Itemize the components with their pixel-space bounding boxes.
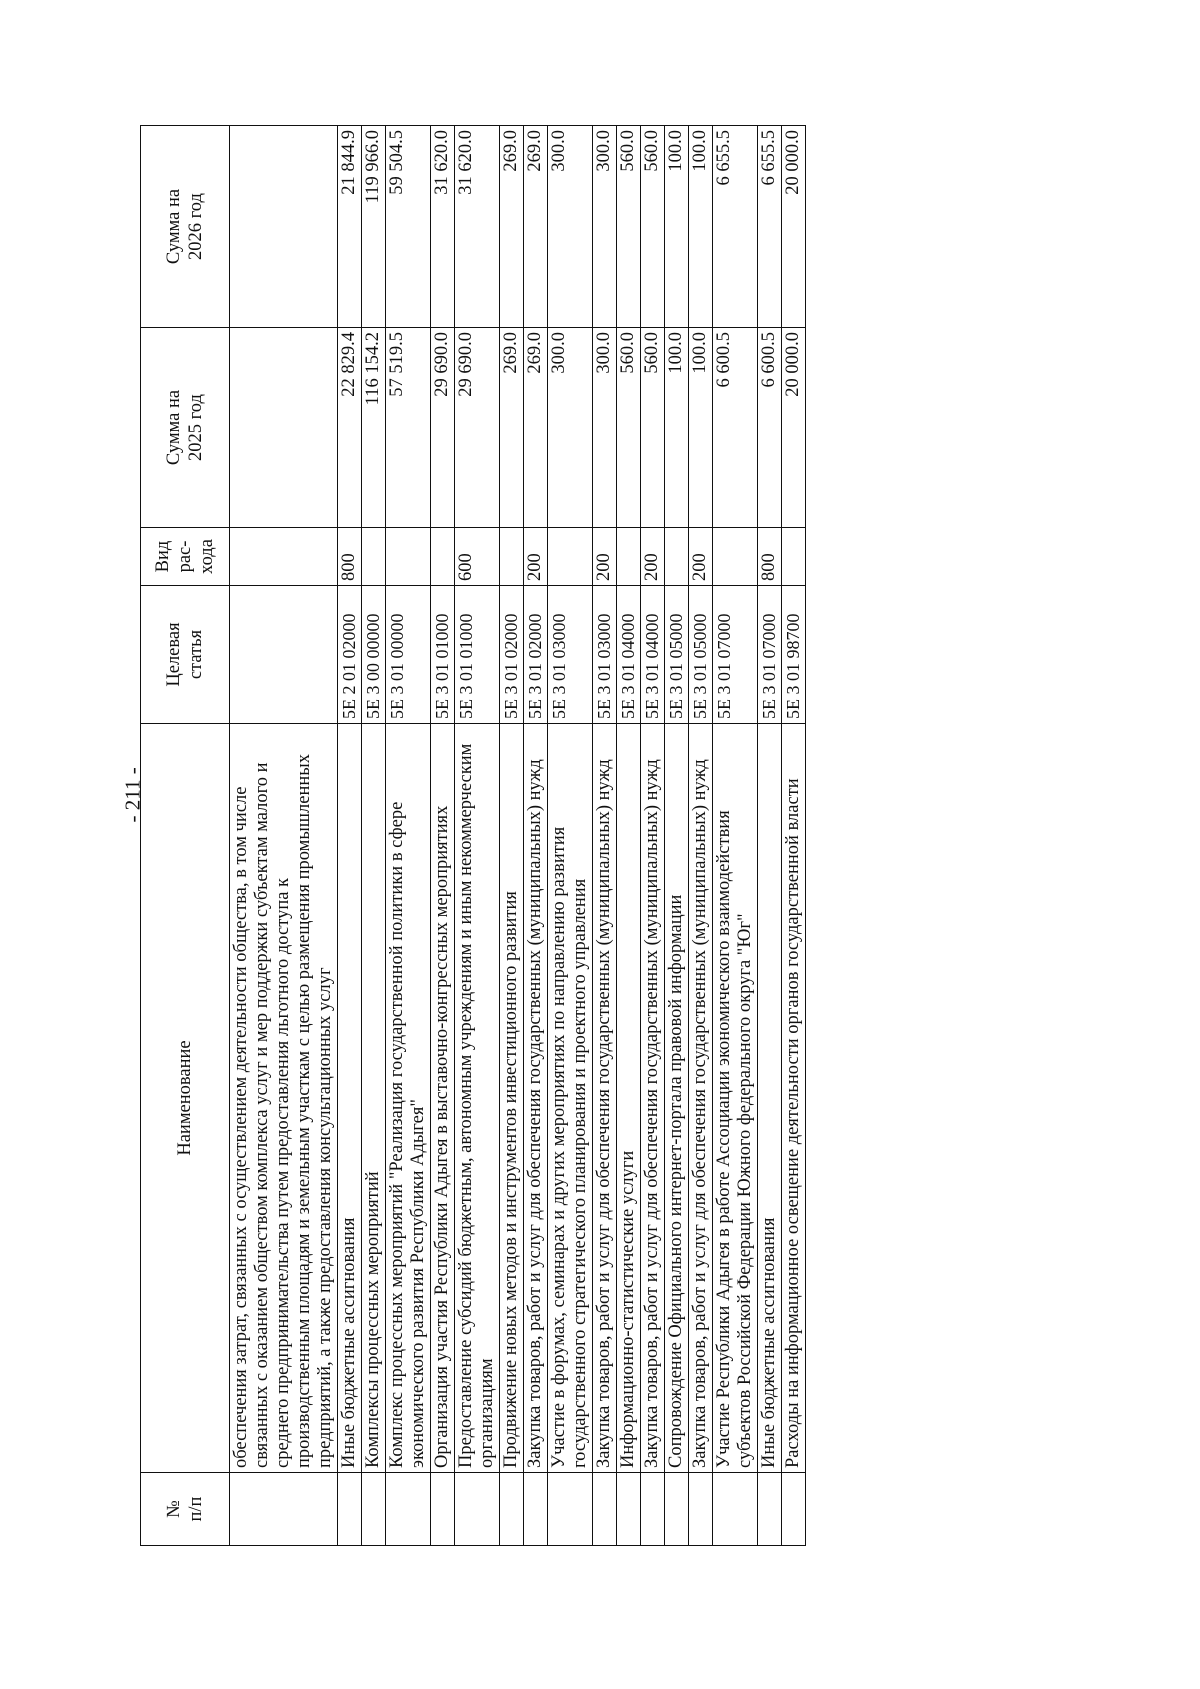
cell-num <box>689 1473 713 1546</box>
cell-num <box>500 1473 524 1546</box>
header-sum2025: Сумма на 2025 год <box>141 328 230 528</box>
cell-sum2025: 57 519.5 <box>386 328 431 528</box>
cell-target: 5Е 3 01 07000 <box>758 586 782 724</box>
cell-sum2026: 31 620.0 <box>455 126 500 328</box>
table-row <box>782 126 806 1546</box>
cell-target: 5Е 3 01 02000 <box>500 586 524 724</box>
cell-sum2026: 6 655.5 <box>713 126 758 328</box>
cell-target: 5Е 3 00 00000 <box>362 586 386 724</box>
cell-sum2026: 269.0 <box>524 126 548 328</box>
cell-name: Комплекс процессных мероприятий "Реализация государственной политики в сфере экономического развития Республики Адыгея" <box>386 724 431 1473</box>
table-header-row <box>141 126 230 1546</box>
cell-sum2026: 6 655.5 <box>758 126 782 328</box>
cell-name: Комплексы процессных мероприятий <box>362 724 386 1473</box>
cell-target: 5Е 3 01 98700 <box>782 586 806 724</box>
cell-sum2025: 6 600.5 <box>758 328 782 528</box>
cell-sum2025: 269.0 <box>524 328 548 528</box>
cell-sum2025: 300.0 <box>593 328 617 528</box>
cell-expense <box>230 528 338 586</box>
table-row <box>713 126 758 1546</box>
cell-sum2025: 22 829.4 <box>338 328 362 528</box>
cell-target: 5Е 3 01 04000 <box>641 586 665 724</box>
cell-sum2026: 300.0 <box>593 126 617 328</box>
table-row <box>386 126 431 1546</box>
cell-target: 5Е 3 01 05000 <box>689 586 713 724</box>
cell-name: Предоставление субсидий бюджетным, автономным учреждениям и иным некоммерческим организациям <box>455 724 500 1473</box>
cell-num <box>665 1473 689 1546</box>
cell-name: Информационно-статистические услуги <box>617 724 641 1473</box>
cell-expense: 800 <box>758 528 782 586</box>
cell-target: 5Е 2 01 02000 <box>338 586 362 724</box>
cell-num <box>455 1473 500 1546</box>
cell-expense: 800 <box>338 528 362 586</box>
table-row <box>230 126 338 1546</box>
cell-sum2025: 116 154.2 <box>362 328 386 528</box>
cell-target <box>230 586 338 724</box>
table-row <box>641 126 665 1546</box>
cell-name: Иные бюджетные ассигнования <box>758 724 782 1473</box>
cell-sum2026: 100.0 <box>665 126 689 328</box>
cell-expense <box>362 528 386 586</box>
cell-sum2026: 269.0 <box>500 126 524 328</box>
cell-name: Иные бюджетные ассигнования <box>338 724 362 1473</box>
cell-name: Закупка товаров, работ и услуг для обеспечения государственных (муниципальных) нужд <box>524 724 548 1473</box>
cell-num <box>617 1473 641 1546</box>
cell-name: Продвижение новых методов и инструментов инвестиционного развития <box>500 724 524 1473</box>
cell-sum2025: 29 690.0 <box>431 328 455 528</box>
cell-name: Расходы на информационное освещение деятельности органов государственной власти <box>782 724 806 1473</box>
cell-sum2025: 100.0 <box>665 328 689 528</box>
cell-expense: 200 <box>593 528 617 586</box>
cell-expense <box>665 528 689 586</box>
cell-sum2025: 269.0 <box>500 328 524 528</box>
budget-table-container <box>140 126 1070 1546</box>
cell-expense <box>617 528 641 586</box>
cell-num <box>782 1473 806 1546</box>
cell-sum2025: 100.0 <box>689 328 713 528</box>
table-row <box>500 126 524 1546</box>
cell-expense: 200 <box>641 528 665 586</box>
cell-sum2025: 29 690.0 <box>455 328 500 528</box>
cell-sum2026 <box>230 126 338 328</box>
cell-expense <box>548 528 593 586</box>
cell-name: Участие Республики Адыгея в работе Ассоциации экономического взаимодействия субъектов Российской Федерации Южного федерального округа "Юг" <box>713 724 758 1473</box>
table-row <box>593 126 617 1546</box>
cell-name: обеспечения затрат, связанных с осуществлением деятельности общества, в том числе связанных с оказанием обществом комплекса услуг и мер поддержки субъектам малого и среднего предпринимательства путем предоставления льготного доступа к производственным площадям и земельным участкам с целью размещения промышленных предприятий, а также предоставления консультационных услуг <box>230 724 338 1473</box>
cell-target: 5Е 3 01 05000 <box>665 586 689 724</box>
cell-target: 5Е 3 01 07000 <box>713 586 758 724</box>
header-target: Целевая статья <box>141 586 230 724</box>
cell-target: 5Е 3 01 02000 <box>524 586 548 724</box>
cell-sum2026: 560.0 <box>641 126 665 328</box>
cell-sum2026: 20 000.0 <box>782 126 806 328</box>
cell-sum2026: 59 504.5 <box>386 126 431 328</box>
cell-expense <box>782 528 806 586</box>
table-row <box>548 126 593 1546</box>
cell-num <box>386 1473 431 1546</box>
cell-expense <box>713 528 758 586</box>
cell-expense <box>500 528 524 586</box>
cell-sum2025: 560.0 <box>617 328 641 528</box>
cell-num <box>548 1473 593 1546</box>
table-row <box>455 126 500 1546</box>
table-row <box>362 126 386 1546</box>
cell-sum2026: 100.0 <box>689 126 713 328</box>
header-num: № п/п <box>141 1473 230 1546</box>
cell-sum2025: 20 000.0 <box>782 328 806 528</box>
cell-sum2025: 6 600.5 <box>713 328 758 528</box>
cell-name: Закупка товаров, работ и услуг для обеспечения государственных (муниципальных) нужд <box>641 724 665 1473</box>
cell-sum2025: 300.0 <box>548 328 593 528</box>
cell-sum2025 <box>230 328 338 528</box>
cell-target: 5Е 3 01 03000 <box>593 586 617 724</box>
cell-name: Организация участия Республики Адыгея в выставочно-конгрессных мероприятиях <box>431 724 455 1473</box>
cell-expense: 600 <box>455 528 500 586</box>
cell-expense: 200 <box>524 528 548 586</box>
cell-num <box>758 1473 782 1546</box>
table-row <box>524 126 548 1546</box>
cell-name: Закупка товаров, работ и услуг для обеспечения государственных (муниципальных) нужд <box>689 724 713 1473</box>
cell-target: 5Е 3 01 01000 <box>431 586 455 724</box>
header-expense: Вид рас- хода <box>141 528 230 586</box>
table-row <box>431 126 455 1546</box>
cell-target: 5Е 3 01 04000 <box>617 586 641 724</box>
cell-sum2026: 560.0 <box>617 126 641 328</box>
cell-target: 5Е 3 01 01000 <box>455 586 500 724</box>
cell-sum2026: 21 844.9 <box>338 126 362 328</box>
table-row <box>689 126 713 1546</box>
cell-expense <box>386 528 431 586</box>
cell-num <box>593 1473 617 1546</box>
cell-name: Участие в форумах, семинарах и других мероприятиях по направлению развития государственного стратегического планирования и проектного управления <box>548 724 593 1473</box>
cell-num <box>230 1473 338 1546</box>
cell-num <box>362 1473 386 1546</box>
cell-num <box>713 1473 758 1546</box>
cell-sum2026: 31 620.0 <box>431 126 455 328</box>
cell-name: Закупка товаров, работ и услуг для обеспечения государственных (муниципальных) нужд <box>593 724 617 1473</box>
cell-target: 5Е 3 01 00000 <box>386 586 431 724</box>
header-name: Наименование <box>141 724 230 1473</box>
table-row <box>617 126 641 1546</box>
cell-num <box>641 1473 665 1546</box>
cell-num <box>431 1473 455 1546</box>
cell-num <box>524 1473 548 1546</box>
cell-sum2026: 300.0 <box>548 126 593 328</box>
budget-table <box>140 125 806 1546</box>
cell-expense <box>431 528 455 586</box>
table-row <box>665 126 689 1546</box>
cell-sum2025: 560.0 <box>641 328 665 528</box>
cell-expense: 200 <box>689 528 713 586</box>
table-row <box>338 126 362 1546</box>
cell-num <box>338 1473 362 1546</box>
table-row <box>758 126 782 1546</box>
cell-sum2026: 119 966.0 <box>362 126 386 328</box>
cell-name: Сопровождение Официального интернет-портала правовой информации <box>665 724 689 1473</box>
cell-target: 5Е 3 01 03000 <box>548 586 593 724</box>
page-number: - 211 - <box>120 767 145 823</box>
header-sum2026: Сумма на 2026 год <box>141 126 230 328</box>
